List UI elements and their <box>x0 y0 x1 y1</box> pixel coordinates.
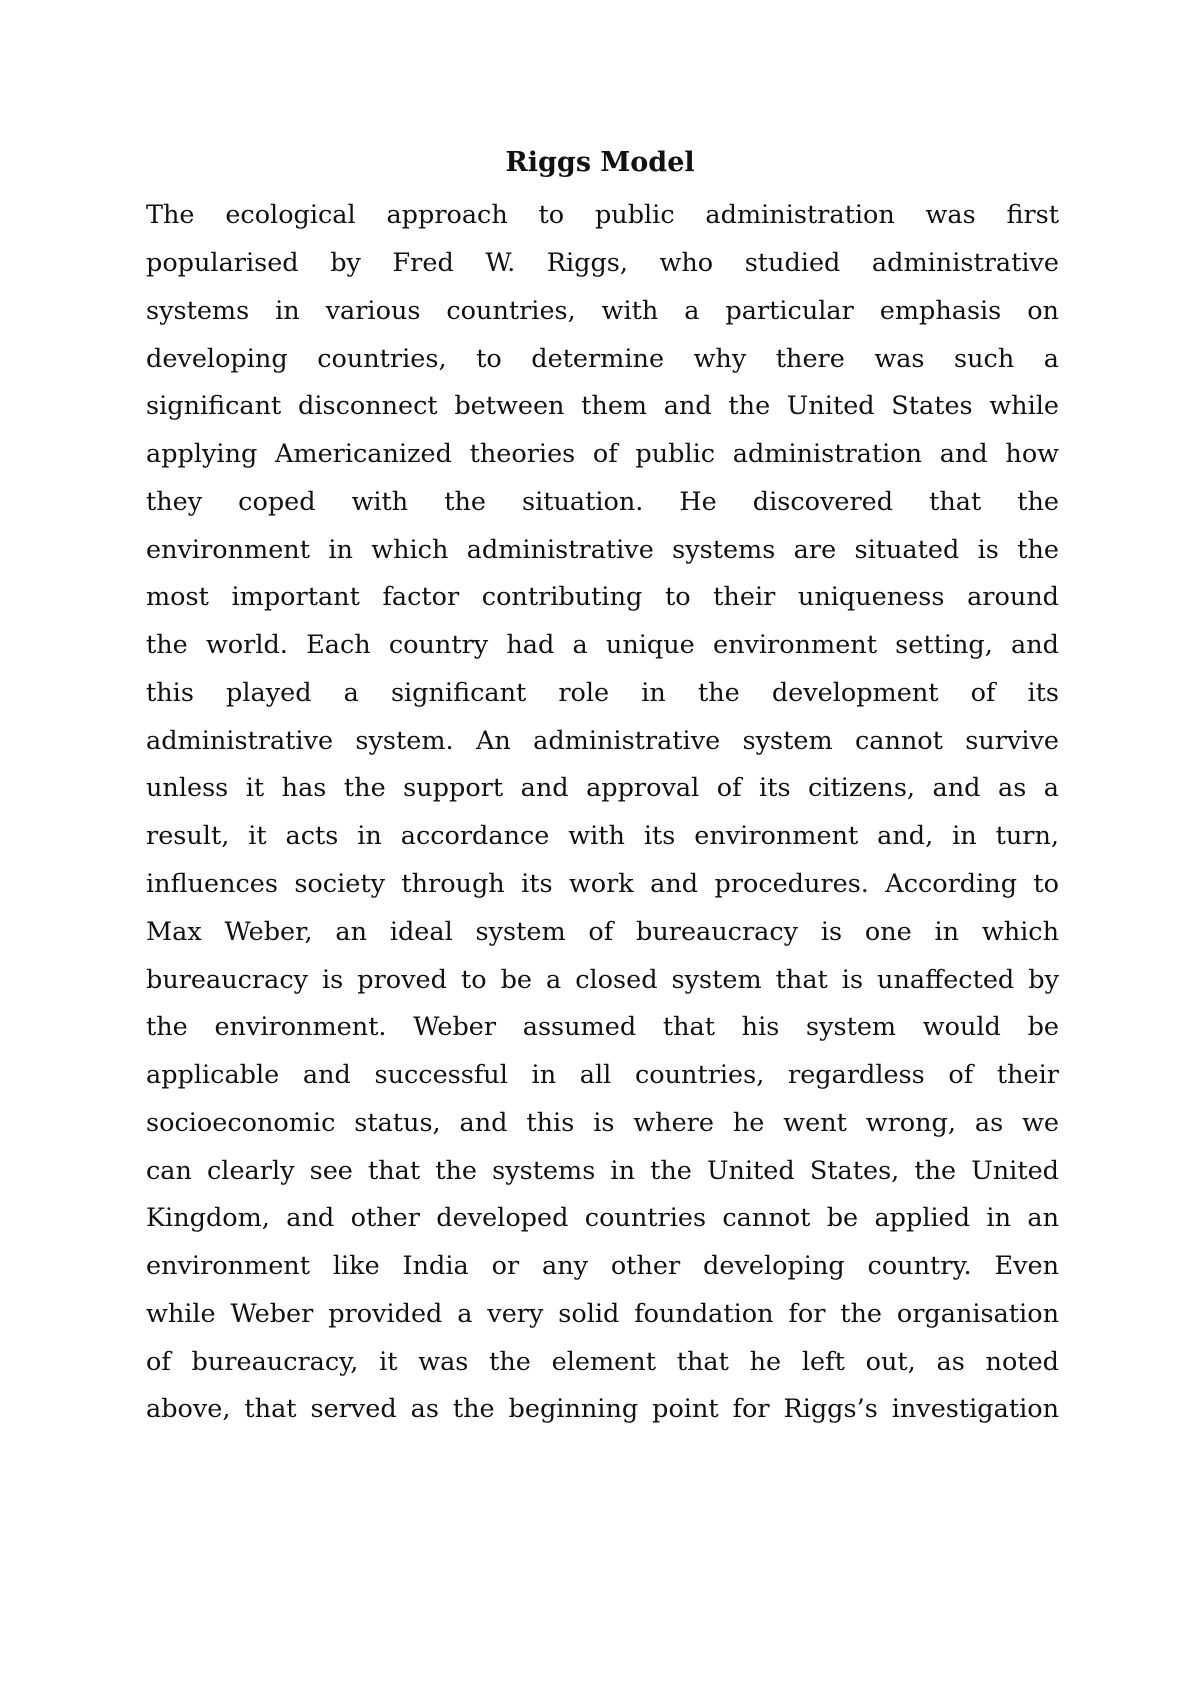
body-line: the world. Each country had a unique environment setting, and <box>146 630 1059 660</box>
body-line: The ecological approach to public administration was first <box>146 200 1059 230</box>
body-line: above, that served as the beginning point for Riggs’s investigation <box>146 1394 1059 1424</box>
body-line: Max Weber, an ideal system of bureaucracy is one in which <box>146 917 1059 947</box>
body-line: popularised by Fred W. Riggs, who studied administrative <box>146 248 1059 278</box>
body-line: the environment. Weber assumed that his system would be <box>146 1012 1059 1042</box>
body-line: environment in which administrative systems are situated is the <box>146 535 1059 565</box>
body-line: administrative system. An administrative system cannot survive <box>146 726 1059 756</box>
body-line: applicable and successful in all countries, regardless of their <box>146 1060 1059 1090</box>
body-line: most important factor contributing to their uniqueness around <box>146 582 1059 612</box>
body-line: environment like India or any other developing country. Even <box>146 1251 1059 1281</box>
body-line: bureaucracy is proved to be a closed system that is unaffected by <box>146 965 1059 995</box>
body-line: influences society through its work and procedures. According to <box>146 869 1059 899</box>
body-line: Kingdom, and other developed countries cannot be applied in an <box>146 1203 1059 1233</box>
document-title: Riggs Model <box>505 147 695 178</box>
body-line: this played a significant role in the development of its <box>146 678 1059 708</box>
body-line: systems in various countries, with a particular emphasis on <box>146 296 1059 326</box>
body-line: can clearly see that the systems in the United States, the United <box>146 1156 1059 1186</box>
body-line: they coped with the situation. He discovered that the <box>146 487 1059 517</box>
body-line: developing countries, to determine why there was such a <box>146 344 1059 374</box>
body-line: socioeconomic status, and this is where he went wrong, as we <box>146 1108 1059 1138</box>
body-line: while Weber provided a very solid foundation for the organisation <box>146 1299 1059 1329</box>
body-line: unless it has the support and approval of its citizens, and as a <box>146 773 1059 803</box>
body-line: significant disconnect between them and the United States while <box>146 391 1059 421</box>
body-line: result, it acts in accordance with its environment and, in turn, <box>146 821 1059 851</box>
body-line: of bureaucracy, it was the element that he left out, as noted <box>146 1347 1059 1377</box>
body-line: applying Americanized theories of public administration and how <box>146 439 1059 469</box>
